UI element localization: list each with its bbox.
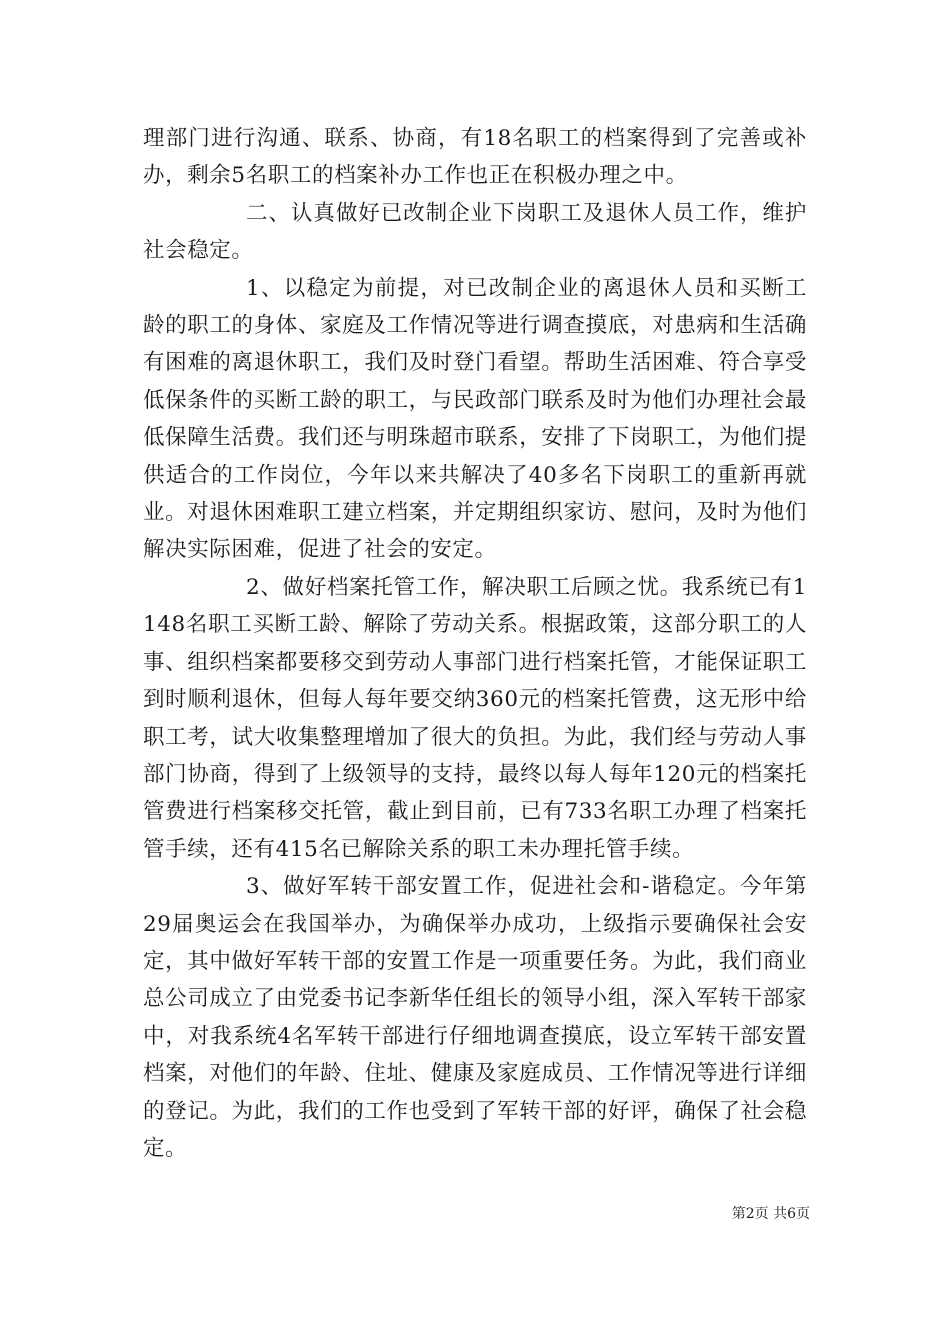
section-heading: 二、认真做好已改制企业下岗职工及退休人员工作，维护社会稳定。 bbox=[143, 200, 807, 264]
footer-total-pages: 6 bbox=[787, 1206, 796, 1222]
page-number-footer bbox=[732, 1205, 810, 1223]
paragraph-item-3: 3、做好军转干部安置工作，促进社会和-谐稳定。今年第29届奥运会在我国举办，为确保举办成功，上级指示要确保社会安定，其中做好军转干部的安置工作是一项重要任务。为此，我们商业总公司成立了由党委书记李新华任组长的领导小组，深入军转干部家中，对我系统4名军转干部进行仔细地调查摸底，设立军转干部安置档案，对他们的年龄、住址、健康及家庭成员、工作情况等进行详细的登记。为此，我们的工作也受到了军转干部的好评，确保了社会稳定。 bbox=[143, 874, 807, 1161]
footer-middle: 页 共 bbox=[754, 1206, 788, 1222]
paragraph-item-2: 2、做好档案托管工作，解决职工后顾之忧。我系统已有1148名职工买断工龄、解除了劳动关系。根据政策，这部分职工的人事、组织档案都要移交到劳动人事部门进行档案托管，才能保证职工到时顺利退休，但每人每年要交纳360元的档案托管费，这无形中给职工考，试大收集整理增加了很大的负担。为此，我们经与劳动人事部门协商，得到了上级领导的支持，最终以每人每年120元的档案托管费进行档案移交托管，截止到目前，已有733名职工办理了档案托管手续，还有415名已解除关系的职工未办理托管手续。 bbox=[143, 574, 807, 862]
document-body bbox=[143, 120, 807, 1167]
footer-prefix: 第 bbox=[731, 1206, 746, 1222]
paragraph-continuation: 理部门进行沟通、联系、协商，有18名职工的档案得到了完善或补办，剩余5名职工的档案补办工作也正在积极办理之中。 bbox=[143, 126, 807, 189]
paragraph-item-1: 1、以稳定为前提，对已改制企业的离退休人员和买断工龄的职工的身体、家庭及工作情况等进行调查摸底，对患病和生活确有困难的离退休职工，我们及时登门看望。帮助生活困难、符合享受低保条件的买断工龄的职工，与民政部门联系及时为他们办理社会最低保障生活费。我们还与明珠超市联系，安排了下岗职工，为他们提供适合的工作岗位，今年以来共解决了40多名下岗职工的重新再就业。对退休困难职工建立档案，并定期组织家访、慰问，及时为他们解决实际困难，促进了社会的安定。 bbox=[143, 275, 807, 563]
footer-suffix: 页 bbox=[796, 1206, 810, 1222]
footer-current-page: 2 bbox=[745, 1206, 755, 1222]
